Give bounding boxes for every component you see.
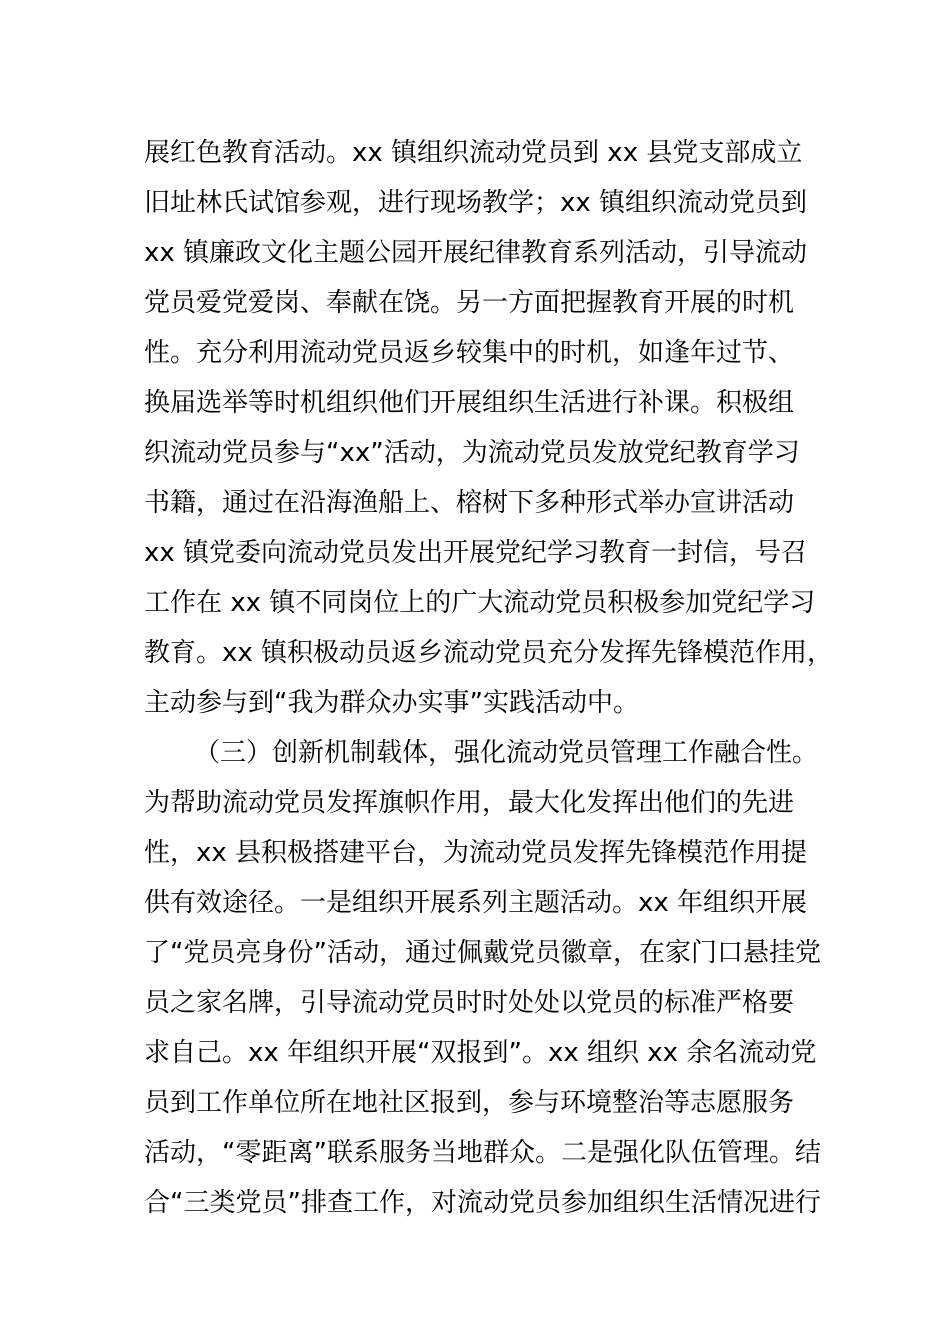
text-line: 工作在 xx 镇不同岗位上的广大流动党员积极参加党纪学习 [144, 588, 816, 618]
text-line: 了“党员亮身份”活动，通过佩戴党员徽章，在家门口悬挂党 [144, 938, 821, 968]
text-line: xx 镇党委向流动党员发出开展党纪学习教育一封信，号召 [144, 538, 808, 568]
text-line: 换届选举等时机组织他们开展组织生活进行补课。积极组 [144, 388, 795, 418]
text-line: 员之家名牌，引导流动党员时时处处以党员的标准严格要 [144, 988, 795, 1018]
text-line: 合“三类党员”排查工作，对流动党员参加组织生活情况进行 [144, 1188, 821, 1218]
text-line: 员到工作单位所在地社区报到，参与环境整治等志愿服务 [144, 1088, 795, 1118]
text-line: 活动，“零距离”联系服务当地群众。二是强化队伍管理。结 [144, 1138, 821, 1168]
text-line: 党员爱党爱岗、奉献在饶。另一方面把握教育开展的时机 [144, 288, 795, 318]
text-line: 性，xx 县积极搭建平台，为流动党员发挥先锋模范作用提 [144, 838, 808, 868]
text-line: 为帮助流动党员发挥旗帜作用，最大化发挥出他们的先进 [144, 788, 795, 818]
text-line: 教育。xx 镇积极动员返乡流动党员充分发挥先锋模范作用， [144, 638, 834, 668]
text-line: 展红色教育活动。xx 镇组织流动党员到 xx 县党支部成立 [144, 138, 803, 168]
text-line: 织流动党员参与“xx”活动，为流动党员发放党纪教育学习 [144, 438, 800, 468]
body-text [144, 128, 844, 1228]
text-line: 主动参与到“我为群众办实事”实践活动中。 [144, 688, 639, 718]
text-line: 求自己。xx 年组织开展“双报到”。xx 组织 xx 余名流动党 [144, 1038, 817, 1068]
text-line: xx 镇廉政文化主题公园开展纪律教育系列活动，引导流动 [144, 238, 808, 268]
text-line: 书籍，通过在沿海渔船上、榕树下多种形式举办宣讲活动 [144, 488, 795, 518]
text-line: 性。充分利用流动党员返乡较集中的时机，如逢年过节、 [144, 338, 795, 368]
section-heading-line: （三）创新机制载体，强化流动党员管理工作融合性。 [194, 738, 819, 768]
text-line: 供有效途径。一是组织开展系列主题活动。xx 年组织开展 [144, 888, 808, 918]
text-line: 旧址林氏试馆参观，进行现场教学；xx 镇组织流动党员到 [144, 188, 808, 218]
